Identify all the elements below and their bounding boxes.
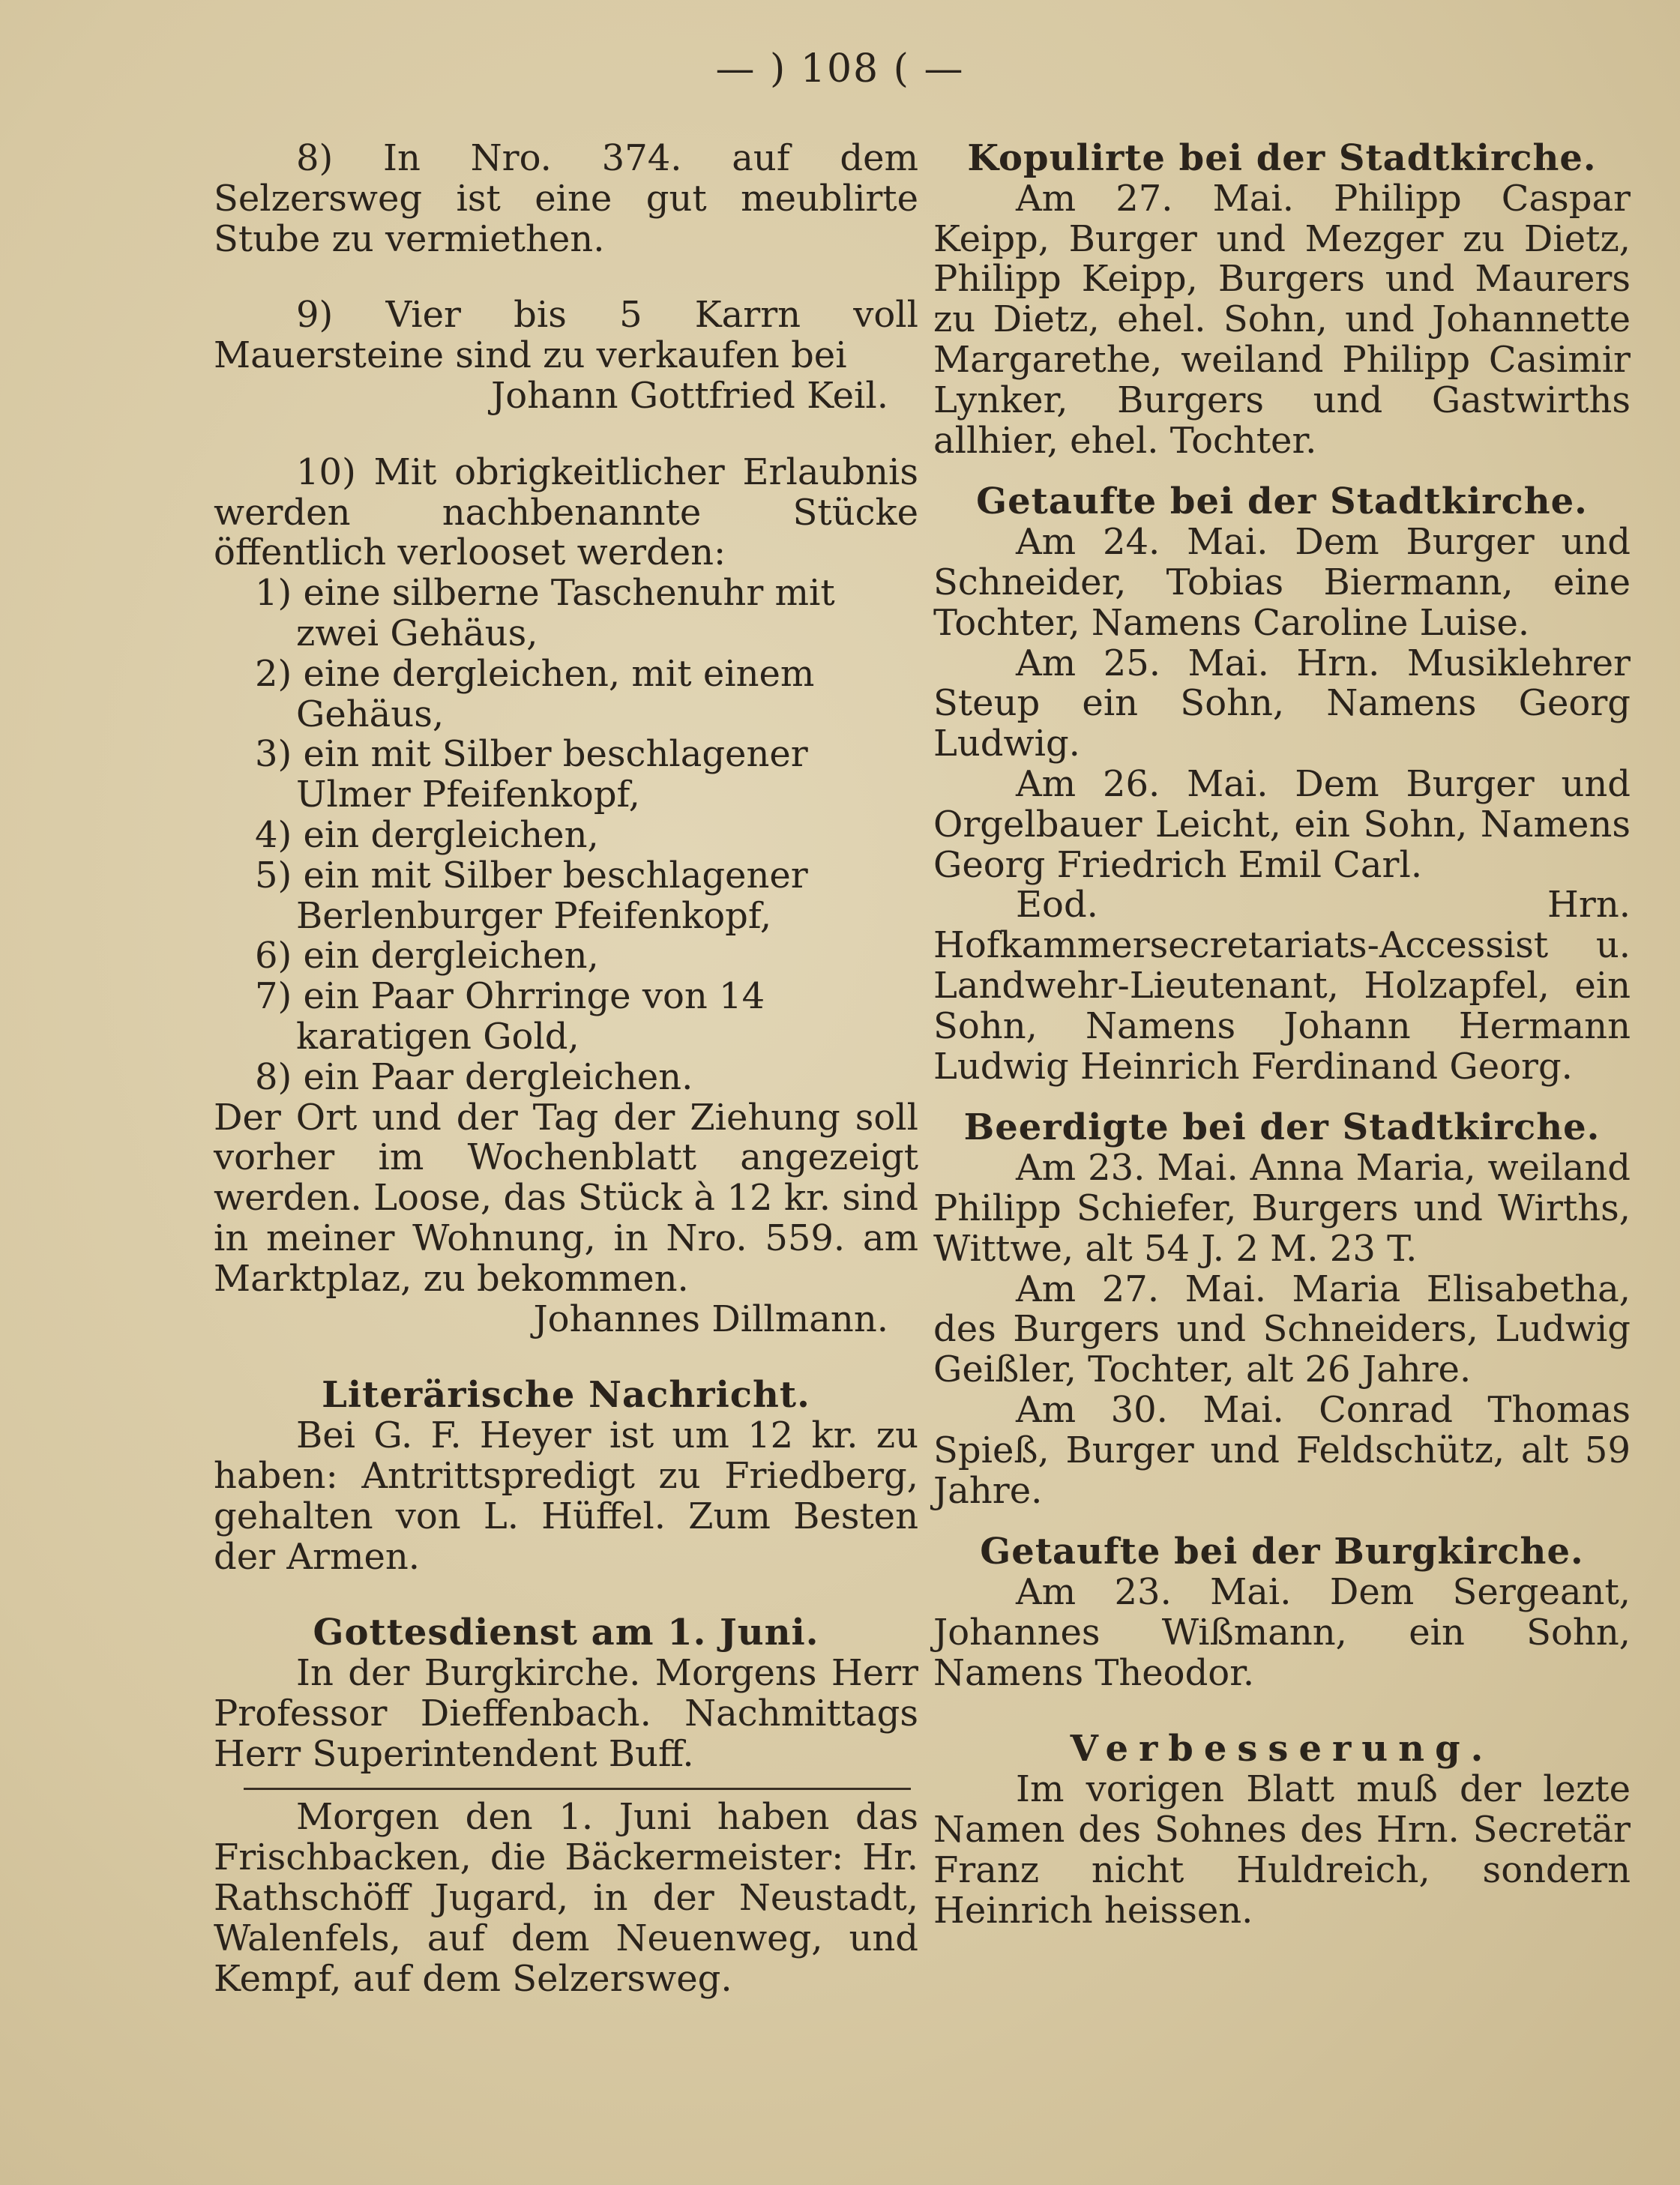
lottery-item: 6) ein dergleichen,: [255, 935, 599, 977]
lottery-item: 7) ein Paar Ohrringe von 14 karatigen Gold,: [255, 975, 765, 1058]
correction-text: Im vorigen Blatt muß der lezte Namen des Sohnes des Hrn. Secretär Franz nicht Huldreich, sondern Heinrich heissen.: [933, 1768, 1631, 1932]
married-heading: Kopulirte bei der Stadtkirche.: [967, 137, 1597, 179]
ad-8: 8) In Nro. 374. auf dem Selzersweg ist eine gut meublirte Stube zu vermiethen.: [214, 137, 918, 260]
buried-heading: Beerdigte bei der Stadtkirche.: [963, 1106, 1601, 1149]
baptized-entry: Am 26. Mai. Dem Burger und Orgelbauer Leicht, ein Sohn, Namens Georg Friedrich Emil Carl.: [933, 762, 1631, 886]
literary-heading: Literärische Nachricht.: [322, 1374, 810, 1417]
bakers-notice: Morgen den 1. Juni haben das Frischbacken, die Bäckermeister: Hr. Rathschöff Jugard, in der Neustadt, Walenfels, auf dem Neuenweg, und Kempf, auf dem Selzersweg.: [214, 1796, 918, 2000]
buried-entry: Am 23. Mai. Anna Maria, weiland Philipp Schiefer, Burgers und Wirths, Wittwe, alt 54 J. 2 M. 23 T.: [933, 1147, 1631, 1270]
lottery-item: 5) ein mit Silber beschlagener Berlenburger Pfeifenkopf,: [255, 854, 808, 937]
ad-10-text: Der Ort und der Tag der Ziehung soll vorher im Wochenblatt angezeigt werden. Loose, das Stück à 12 kr. sind in meiner Wohnung, in Nro. 559. am Marktplaz, zu bekommen.: [214, 1096, 918, 1300]
married-entry: Am 27. Mai. Philipp Caspar Keipp, Burger und Mezger zu Dietz, Philipp Keipp, Burgers und Maurers zu Dietz, ehel. Sohn, und Johannette Margarethe, weiland Philipp Casimir Lynker, Burgers und Gastwirths allhier, ehel. Tochter.: [933, 177, 1631, 462]
buried-entry: Am 30. Mai. Conrad Thomas Spieß, Burger und Feldschütz, alt 59 Jahre.: [933, 1388, 1631, 1512]
service-text: In der Burgkirche. Morgens Herr Professor Dieffenbach. Nachmittags Herr Superintendent Buff.: [214, 1652, 918, 1775]
literary-text: Bei G. F. Heyer ist um 12 kr. zu haben: Antrittspredigt zu Friedberg, gehalten von L. Hüffel. Zum Besten der Armen.: [214, 1414, 918, 1578]
buried-entry: Am 27. Mai. Maria Elisabetha, des Burgers und Schneiders, Ludwig Geißler, Tochter, alt 26 Jahre.: [933, 1268, 1631, 1391]
lottery-item: 8) ein Paar dergleichen.: [255, 1055, 693, 1098]
baptized-entry: Eod. Hrn. Hofkammersecretariats-Accessist u. Landwehr-Lieutenant, Holzapfel, ein Sohn, Namens Johann Hermann Ludwig Heinrich Ferdinand Georg.: [933, 884, 1631, 1088]
ad-9-signature: Johann Gottfried Keil.: [491, 374, 888, 417]
lottery-item: 3) ein mit Silber beschlagener Ulmer Pfeifenkopf,: [255, 733, 808, 816]
baptized-city-heading: Getaufte bei der Stadtkirche.: [976, 480, 1588, 523]
divider: [244, 1788, 911, 1790]
service-heading: Gottesdienst am 1. Juni.: [313, 1612, 819, 1654]
baptized-castle-entry: Am 23. Mai. Dem Sergeant, Johannes Wißmann, ein Sohn, Namens Theodor.: [933, 1571, 1631, 1694]
baptized-castle-heading: Getaufte bei der Burgkirche.: [980, 1531, 1584, 1573]
baptized-entry: Am 24. Mai. Dem Burger und Schneider, Tobias Biermann, eine Tochter, Namens Caroline Luise.: [933, 521, 1631, 644]
lottery-list: [214, 573, 918, 1097]
ad-10-signature: Johannes Dillmann.: [533, 1298, 888, 1340]
page-number: — ) 108 ( —: [715, 46, 965, 91]
correction-heading: Verbesserung.: [1070, 1728, 1494, 1770]
lottery-item: 2) eine dergleichen, mit einem Gehäus,: [255, 652, 815, 735]
lottery-item: 4) ein dergleichen,: [255, 813, 599, 856]
right-column: [933, 139, 1631, 1931]
lottery-item: 1) eine silberne Taschenuhr mit zwei Gehäus,: [255, 572, 835, 654]
left-column: [214, 139, 918, 1999]
ad-9: 9) Vier bis 5 Karrn voll Mauersteine sind zu verkaufen bei: [214, 294, 918, 377]
ad-10-intro: 10) Mit obrigkeitlicher Erlaubnis werden nachbenannte Stücke öffentlich verlooset werden:: [214, 450, 918, 574]
baptized-entry: Am 25. Mai. Hrn. Musiklehrer Steup ein Sohn, Namens Georg Ludwig.: [933, 642, 1631, 765]
